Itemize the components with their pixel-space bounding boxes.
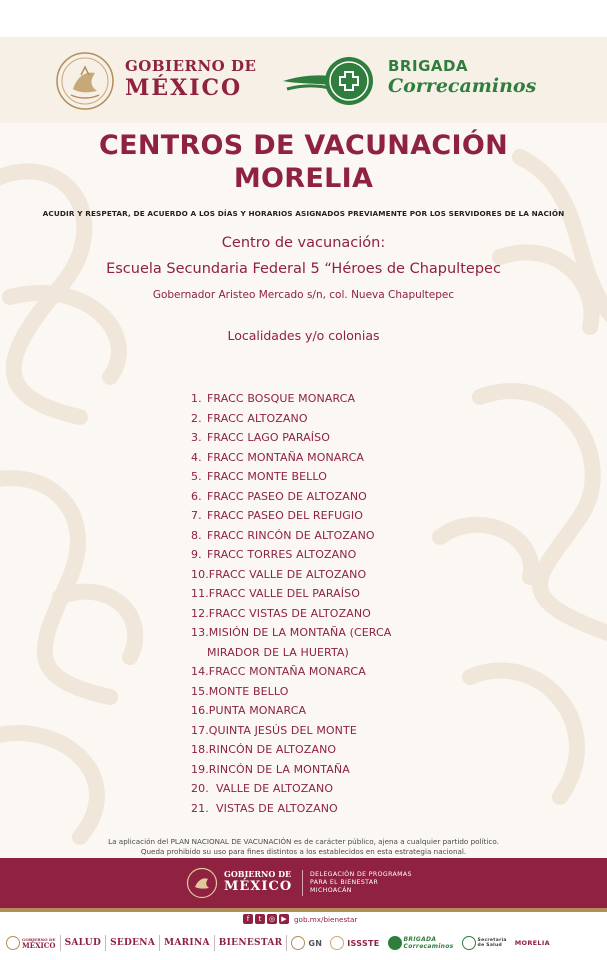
localities-title: Localidades y/o colonias: [227, 328, 380, 343]
locality-name: VALLE DE ALTOZANO: [208, 782, 334, 795]
gn-logo: [287, 936, 326, 950]
facebook-icon[interactable]: f: [243, 914, 253, 924]
locality-name: RINCÓN DE LA MONTAÑA: [208, 762, 350, 776]
locality-item: [191, 682, 421, 702]
center-address: Gobernador Aristeo Mercado s/n, col. Nueva Chapultepec: [152, 289, 455, 301]
delegation-text: [310, 871, 412, 895]
title-line2: MORELIA: [233, 163, 374, 194]
locality-name: QUINTA JESÚS DEL MONTE: [208, 723, 357, 737]
poster: [0, 37, 607, 960]
locality-name: FRACC RINCÓN DE ALTOZANO: [207, 528, 375, 542]
ssa-seal-icon: [462, 936, 476, 950]
locality-item: [191, 604, 421, 624]
notice-text: ACUDIR Y RESPETAR, DE ACUERDO A LOS DÍAS Y HORARIOS ASIGNADOS PREVIAMENTE POR LOS SERVIDORES DE LA NACIÓN: [42, 209, 565, 218]
locality-number: 4.: [191, 450, 202, 464]
delegation-line1: DELEGACIÓN DE PROGRAMAS: [310, 871, 412, 878]
locality-item: [191, 409, 421, 429]
header: [0, 37, 607, 123]
social-handle-link[interactable]: gob.mx/bienestar: [294, 914, 358, 924]
mexico-seal-icon: [55, 51, 115, 111]
locality-name: FRACC BOSQUE MONARCA: [207, 392, 356, 405]
brigada-correcaminos-logo: [388, 59, 536, 96]
locality-item: [191, 526, 421, 546]
locality-name: RINCÓN DE ALTOZANO: [208, 743, 337, 756]
locality-number: 18.: [191, 743, 209, 756]
locality-number: 19.: [191, 762, 209, 776]
locality-name: FRACC LAGO PARAÍSO: [207, 431, 330, 444]
sedena-logo: SEDENA: [110, 938, 156, 948]
locality-item: [191, 448, 421, 468]
youtube-icon[interactable]: ▶: [279, 914, 289, 924]
locality-number: 17.: [191, 723, 209, 737]
band-gov-line1: GOBIERNO DE: [224, 869, 292, 879]
locality-item: [191, 584, 421, 604]
locality-item: [191, 721, 421, 741]
locality-name: FRACC VISTAS DE ALTOZANO: [208, 606, 371, 620]
locality-item: [191, 623, 421, 643]
salud-logo: SALUD: [64, 938, 102, 948]
footnote: [0, 837, 607, 857]
ssa-b: de Salud: [477, 943, 503, 948]
locality-number: 13.: [191, 626, 209, 639]
locality-name: MONTE BELLO: [208, 684, 289, 698]
band-divider: [302, 870, 303, 896]
locality-name: FRACC PASEO DE ALTOZANO: [207, 489, 367, 503]
brigada-line2: Correcaminos: [388, 75, 537, 97]
brigada-line1: BRIGADA: [388, 57, 469, 75]
band-gov-line2: MÉXICO: [224, 879, 293, 894]
locality-item: [191, 467, 421, 487]
mexico-seal-icon: [6, 936, 20, 950]
center-label: Centro de vacunación:: [221, 235, 386, 251]
locality-number: 3.: [191, 431, 202, 444]
locality-item: [191, 779, 421, 799]
footnote-line2: Queda prohibido su uso para fines distintos a los establecidos en esta estrategia nacional.: [140, 847, 467, 856]
locality-name: FRACC MONTAÑA MONARCA: [207, 450, 365, 464]
locality-name: FRACC PASEO DEL REFUGIO: [207, 509, 363, 522]
ssa-logo: [458, 936, 511, 950]
gobierno-de-mexico-logo: [125, 59, 256, 99]
locality-number: 12.: [191, 606, 209, 620]
locality-item: [191, 506, 421, 526]
ssa-a: Secretaría: [477, 938, 507, 943]
locality-number: 6.: [191, 489, 202, 503]
gov-line1: GOBIERNO DE: [125, 57, 257, 75]
locality-item: [191, 643, 421, 663]
issste-logo: [326, 936, 383, 950]
locality-number: 9.: [191, 548, 202, 561]
locality-name: MIRADOR DE LA HUERTA): [207, 645, 349, 659]
issste-seal-icon: [330, 936, 344, 950]
locality-number: 1.: [191, 392, 202, 405]
locality-number: 21.: [191, 801, 209, 815]
brigada-small-a: BRIGADA: [403, 936, 437, 943]
locality-number: 11.: [191, 587, 209, 600]
institutions-bar: [0, 926, 607, 960]
locality-number: 7.: [191, 509, 202, 522]
delegation-line3: MICHOACÁN: [310, 887, 352, 894]
bottom-gov-logo: [6, 936, 60, 950]
brigada-small-b: Correcaminos: [403, 943, 454, 950]
locality-number: 5.: [191, 470, 202, 483]
brigada-small-logo: [384, 936, 458, 950]
title-line1: CENTROS DE VACUNACIÓN: [98, 130, 509, 161]
marina-logo: MARINA: [164, 938, 210, 948]
brigada-small-text: [404, 936, 454, 950]
locality-item: [191, 389, 421, 409]
locality-item: [191, 662, 421, 682]
gn-label: GN: [308, 938, 323, 948]
social-bar: [0, 912, 607, 926]
locality-name: FRACC VALLE DE ALTOZANO: [208, 567, 367, 581]
locality-item: [191, 565, 421, 585]
brigada-small-icon: [388, 936, 402, 950]
locality-item: [191, 487, 421, 507]
gn-seal-icon: [291, 936, 305, 950]
locality-item: [191, 545, 421, 565]
issste-label: ISSSTE: [347, 938, 380, 948]
locality-name: VISTAS DE ALTOZANO: [208, 801, 338, 815]
page-title: [0, 129, 607, 195]
locality-item: [191, 740, 421, 760]
locality-name: FRACC TORRES ALTOZANO: [207, 548, 357, 561]
locality-item: [191, 428, 421, 448]
locality-number: 10.: [191, 567, 209, 581]
locality-name: MISIÓN DE LA MONTAÑA (CERCA: [208, 626, 392, 639]
locality-name: FRACC MONTE BELLO: [207, 470, 327, 483]
locality-number: 16.: [191, 704, 209, 717]
band-gov-logo: [224, 870, 292, 893]
instagram-icon[interactable]: ◎: [268, 915, 276, 923]
locality-item: [191, 760, 421, 780]
locality-number: 15.: [191, 684, 209, 698]
locality-number: 20.: [191, 782, 209, 795]
center-name: Escuela Secundaria Federal 5 “Héroes de Chapultepec: [106, 261, 501, 277]
locality-name: FRACC ALTOZANO: [207, 411, 308, 425]
mexico-seal-icon: [186, 867, 218, 899]
bottom-gov-b: MÉXICO: [22, 940, 56, 950]
brigada-correcaminos-icon: [283, 49, 383, 113]
locality-number: 14.: [191, 665, 209, 678]
delegation-line2: PARA EL BIENESTAR: [310, 879, 379, 886]
locality-number: 8.: [191, 528, 202, 542]
bottom-gov-a: GOBIERNO DE: [22, 936, 56, 942]
ssa-text: [478, 938, 507, 948]
locality-item: [191, 799, 421, 819]
locality-number: 2.: [191, 411, 202, 425]
locality-name: PUNTA MONARCA: [208, 704, 307, 717]
gov-line2: MÉXICO: [125, 75, 243, 101]
locality-name: FRACC VALLE DEL PARAÍSO: [208, 587, 360, 600]
footer-band: [0, 858, 607, 908]
bienestar-logo: BIENESTAR: [218, 938, 283, 948]
locality-item: [191, 701, 421, 721]
localities-list: [191, 389, 421, 818]
footnote-line1: La aplicación del PLAN NACIONAL DE VACUNACIÓN es de carácter público, ajena a cualquier partido político.: [108, 837, 499, 846]
twitter-icon[interactable]: t: [255, 914, 265, 924]
locality-name: FRACC MONTAÑA MONARCA: [208, 665, 366, 678]
morelia-logo: MORELIA: [514, 939, 550, 947]
